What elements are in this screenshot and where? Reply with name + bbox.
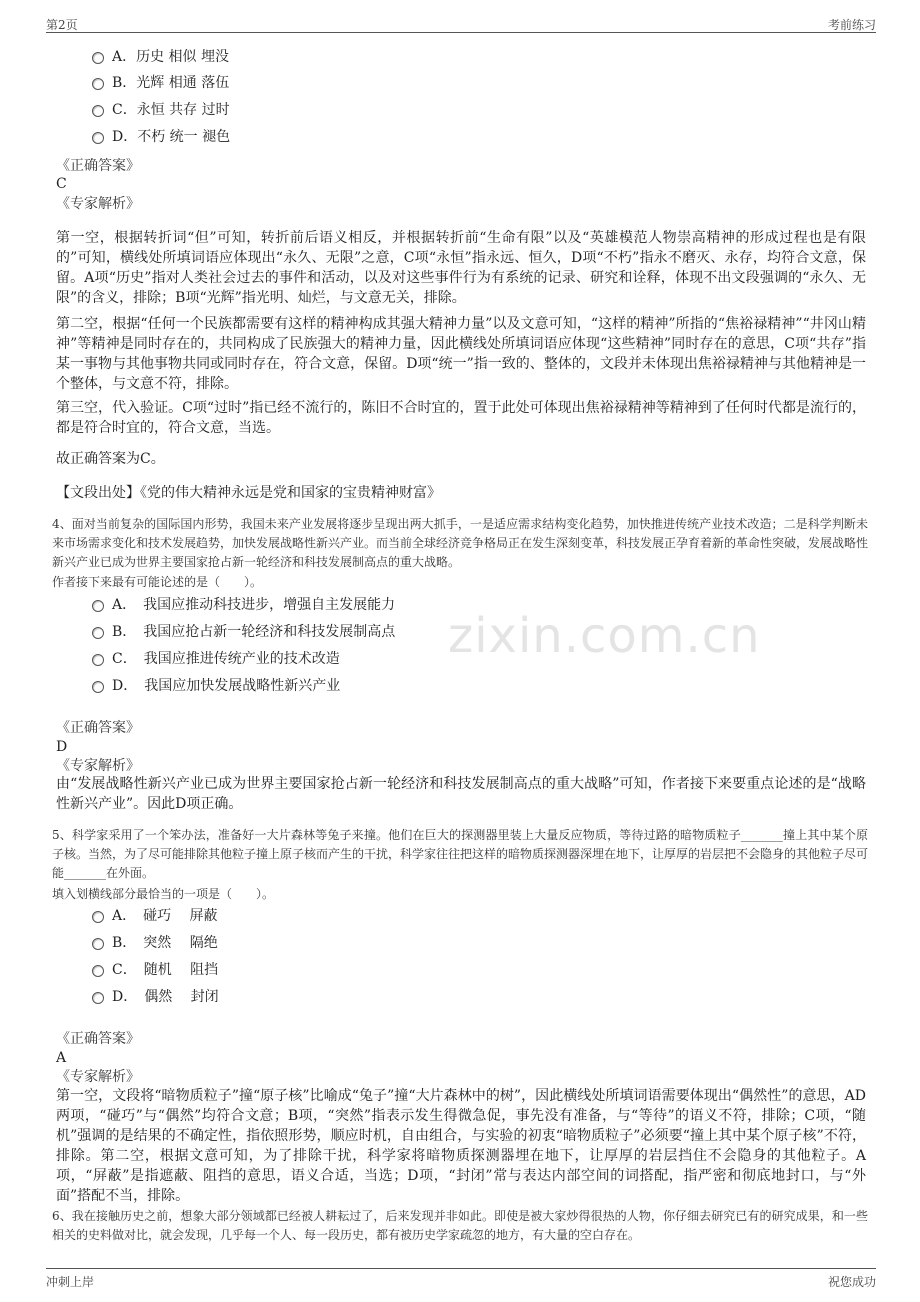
q6-stem: 6、我在接触历史之前，想象大部分领域都已经被人耕耘过了，后来发现并非如此。即使是被大家炒得很热的人物，你仔细去研究已有的研究成果，和一些相关的史料做对比，就会发现，几乎每一个人、每一段历史，都有被历史学家疏忽的地方，有大量的空白存在。	[52, 1209, 868, 1242]
q3-answer: C	[56, 176, 67, 192]
q5-option-b[interactable]	[92, 933, 218, 953]
q3-analysis-p3: 第三空，代入验证。C项“过时”指已经不流行的，陈旧不合时宜的，置于此处可体现出焦裕禄精神等精神到了任何时代都是流行的，都是符合时宜的，符合文意，当选。	[56, 400, 866, 436]
q5-option-a[interactable]	[92, 906, 218, 926]
q4-analysis: 由“发展战略性新兴产业已成为世界主要国家抢占新一轮经济和科技发展制高点的重大战略”可知，作者接下来要重点论述的是“战略性新兴产业”。因此D项正确。	[56, 776, 866, 812]
q3-analysis-label: 《专家解析》	[56, 196, 140, 212]
radio-icon[interactable]	[92, 992, 104, 1004]
option-label: D． 我国应加快发展战略性新兴产业	[112, 678, 341, 694]
radio-icon[interactable]	[92, 627, 104, 639]
page-footer	[46, 1268, 876, 1290]
q3-answer-label: 《正确答案》	[56, 158, 140, 174]
q3-option-d[interactable]	[92, 127, 230, 147]
q5-answer-label: 《正确答案》	[56, 1031, 140, 1047]
radio-icon[interactable]	[92, 938, 104, 950]
q4-option-c[interactable]	[92, 649, 340, 669]
q3-source: 【文段出处】《党的伟大精神永远是党和国家的宝贵精神财富》	[56, 485, 441, 501]
radio-icon[interactable]	[92, 911, 104, 923]
watermark: zixin.com.cn	[448, 608, 761, 664]
q5-analysis: 第一空，文段将“暗物质粒子”撞“原子核”比喻成“兔子”撞“大片森林中的树”，因此横线处所填词语需要体现出“偶然性”的意思，AD两项，“碰巧”与“偶然”均符合文意；B项，“突然”指表示发生得微急促，事先没有准备，与“等待”的语义不符，排除；C项，“随机”强调的是结果的不确定性，指依照形势，顺应时机，自由组合，与实验的初衷“暗物质粒子”必须要“撞上其中某个原子核”不符，排除。第二空，根据文意可知，为了排除干扰，科学家将暗物质探测器埋在地下，让厚厚的岩层挡住不会隐身的其他粒子。A项，“屏蔽”是指遮蔽、阻挡的意思，语义合适，当选；D项，“封闭”常与表达内部空间的词搭配，指严密和彻底地封口，与“外面”搭配不当，排除。	[56, 1088, 866, 1204]
option-label: C． 我国应推进传统产业的技术改造	[112, 651, 340, 667]
radio-icon[interactable]	[92, 965, 104, 977]
q4-stem: 4、面对当前复杂的国际国内形势，我国未来产业发展将逐步呈现出两大抓手，一是适应需求结构变化趋势，加快推进传统产业技术改造；二是科学判断未来市场需求变化和技术发展趋势，加快发展战略性新兴产业。而当前全球经济竞争格局正在发生深刻变革，科技发展正孕育着新的革命性突破，发展战略性新兴产业已成为世界主要国家抢占新一轮经济和科技发展制高点的重大战略。	[52, 517, 869, 569]
q5-answer: A	[56, 1050, 67, 1066]
radio-icon[interactable]	[92, 105, 104, 117]
option-label: A． 我国应推动科技进步，增强自主发展能力	[112, 597, 396, 613]
q3-analysis-p1: 第一空，根据转折词“但”可知，转折前后语义相反，并根据转折前“生命有限”以及“英雄模范人物崇高精神的形成过程也是有限的”可知，横线处所填词语应体现出“永久、无限”之意，C项“永恒”指永远、恒久，D项“不朽”指永不磨灭、永存，均符合文意，保留。A项“历史”指对人类社会过去的事件和活动，以及对这些事件行为有系统的记录、研究和诠释，体现不出文段强调的“永久、无限”的含义，排除；B项“光辉”指光明、灿烂，与文意无关，排除。	[56, 230, 866, 306]
q3-analysis-p2: 第二空，根据“任何一个民族都需要有这样的精神构成其强大精神力量”以及文意可知，“这样的精神”所指的“焦裕禄精神”“井冈山精神”等精神是同时存在的，共同构成了民族强大的精神力量，因此横线处所填词语应体现“这些精神”同时存在的意思，C项“共存”指某一事物与其他事物共同或同时存在，符合文意，保留。D项“统一”指一致的、整体的，文段并未体现出焦裕禄精神与其他精神是一个整体，与文意不符，排除。	[56, 316, 866, 392]
q4-option-d[interactable]	[92, 676, 340, 696]
option-label: A．历史 相似 埋没	[112, 49, 230, 65]
radio-icon[interactable]	[92, 654, 104, 666]
q5-analysis-label: 《专家解析》	[56, 1069, 140, 1085]
footer-left: 冲刺上岸	[46, 1275, 95, 1289]
q4-answer: D	[56, 739, 68, 755]
option-label: B．光辉 相通 落伍	[112, 75, 230, 91]
q4-analysis-label: 《专家解析》	[56, 758, 140, 774]
option-label: A． 碰巧 屏蔽	[112, 908, 218, 924]
q5-question: 填入划横线部分最恰当的一项是（ ）。	[52, 887, 275, 901]
q3-analysis-p4: 故正确答案为C。	[56, 451, 165, 467]
q3-option-a[interactable]	[92, 47, 229, 67]
radio-icon[interactable]	[92, 681, 104, 693]
q4-question: 作者接下来最有可能论述的是（ ）。	[52, 575, 263, 589]
page-header	[46, 14, 876, 33]
option-label: B． 突然 隔绝	[112, 935, 218, 951]
header-title: 考前练习	[827, 18, 876, 32]
footer-right: 祝您成功	[827, 1275, 876, 1289]
radio-icon[interactable]	[92, 52, 104, 64]
option-label: B． 我国应抢占新一轮经济和科技发展制高点	[112, 624, 396, 640]
q4-option-a[interactable]	[92, 595, 395, 615]
radio-icon[interactable]	[92, 78, 104, 90]
q5-option-d[interactable]	[92, 987, 219, 1007]
option-label: C．永恒 共存 过时	[112, 102, 230, 118]
option-label: D．不朽 统一 褪色	[112, 129, 231, 145]
radio-icon[interactable]	[92, 600, 104, 612]
option-label: D． 偶然 封闭	[112, 989, 219, 1005]
q5-stem: 5、科学家采用了一个笨办法，准备好一大片森林等兔子来撞。他们在巨大的探测器里装上大量反应物质，等待过路的暗物质粒子_______撞上其中某个原子核。当然，为了尽可能排除其他粒子撞上原子核而产生的干扰，科学家往往把这样的暗物质探测器深埋在地下，让厚厚的岩层把不会隐身的其他粒子尽可能_______在外面。	[52, 828, 869, 880]
radio-icon[interactable]	[92, 132, 104, 144]
q4-answer-label: 《正确答案》	[56, 720, 140, 736]
page-number: 第2页	[46, 18, 78, 32]
option-label: C． 随机 阻挡	[112, 962, 219, 978]
q5-option-c[interactable]	[92, 960, 218, 980]
q3-option-b[interactable]	[92, 73, 229, 93]
q4-option-b[interactable]	[92, 622, 395, 642]
q3-option-c[interactable]	[92, 100, 230, 120]
